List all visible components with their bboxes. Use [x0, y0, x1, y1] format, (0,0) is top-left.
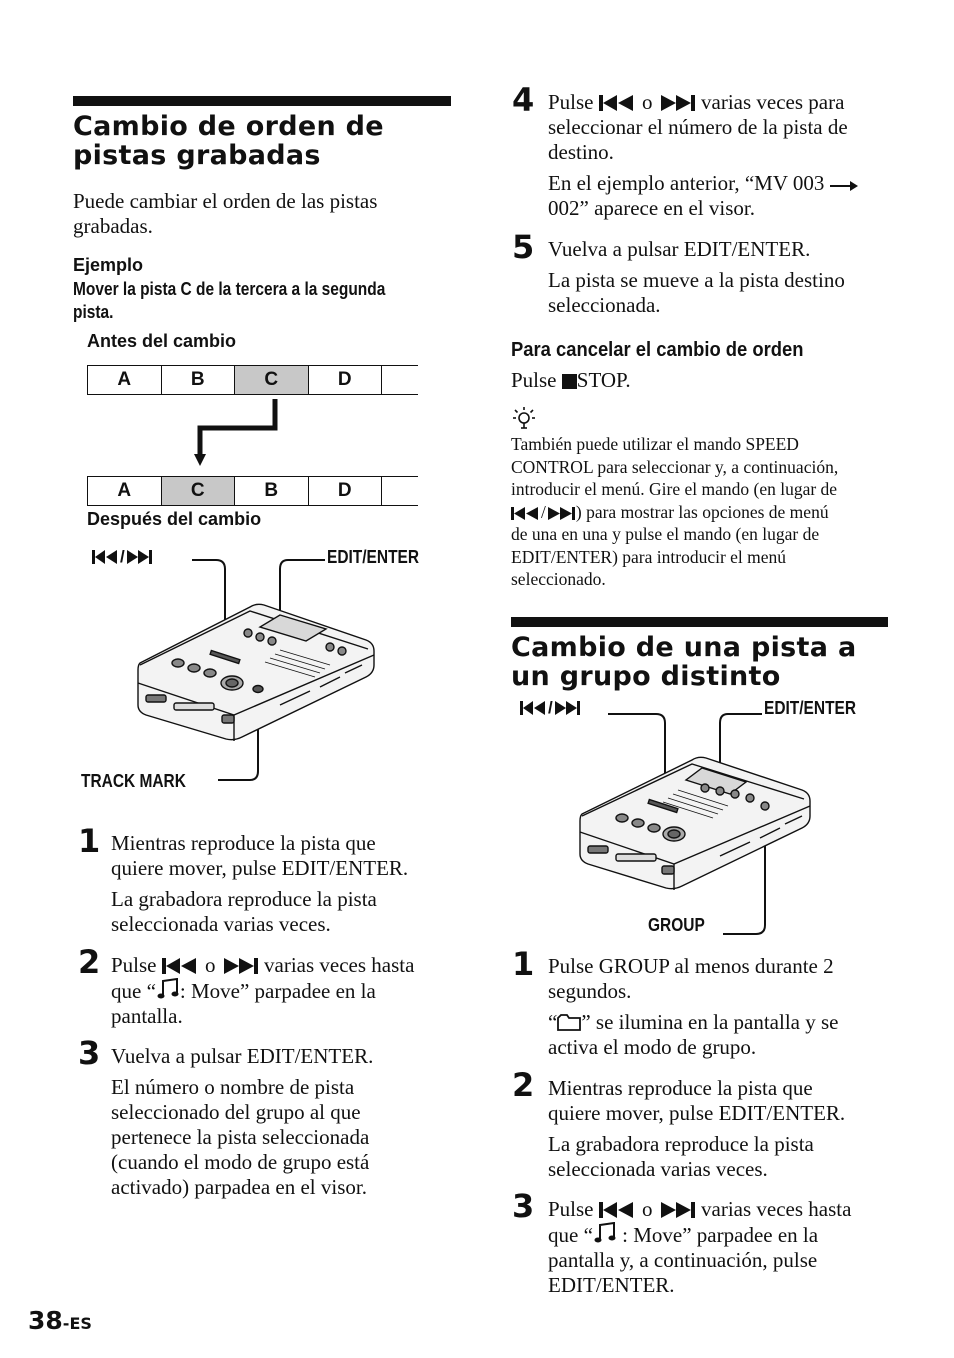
- step-3-text: Vuelva a pulsar EDIT/ENTER. El número o nombre de pista seleccionado del grupo al que pertenece la pista seleccionada (cuando el modo de grupo está activado) parpadea en el visor.: [111, 1044, 374, 1199]
- callout-skip-right: /: [520, 698, 581, 718]
- after-cell-empty: [381, 477, 418, 505]
- group-step-3-number: 3: [512, 1187, 535, 1225]
- move-arrow: [180, 396, 290, 471]
- section-rule-left: [73, 96, 451, 106]
- group-step-1-text: Pulse GROUP al menos durante 2 segundos. “ ” se ilumina en la pantalla y se activa el modo de grupo.: [548, 954, 839, 1059]
- tip-text: También puede utilizar el mando SPEED CONTROL para seleccionar y, a continuación, introducir el menú. Gire el mando (en lugar de / ) para mostrar las opciones de menú de una en una y pulse el mando (en lugar de EDIT/ENTER) para introducir el menú seleccionado.: [511, 434, 839, 589]
- prev-track-icon: [520, 701, 548, 715]
- example-description: Mover la pista C de la tercera a la segunda pista.: [73, 279, 386, 322]
- right-arrow-icon: [830, 180, 858, 192]
- prev-track-icon: [511, 507, 541, 520]
- after-cell-d: D: [308, 477, 382, 505]
- after-cell-b: B: [234, 477, 308, 505]
- next-track-icon: [658, 1202, 696, 1218]
- before-cell-b: B: [161, 366, 235, 394]
- next-track-icon: [546, 507, 576, 520]
- callout-skip-left: /: [92, 547, 153, 567]
- before-cell-c: C: [234, 366, 308, 394]
- after-track-row: [87, 476, 418, 506]
- before-cell-empty: [381, 366, 418, 394]
- md-recorder-illustration-1: [130, 555, 390, 785]
- music-note-icon: [593, 1222, 617, 1244]
- step-4-number: 4: [512, 81, 535, 119]
- group-step-2-number: 2: [512, 1066, 535, 1104]
- section-title-reorder: Cambio de orden de pistas grabadas: [73, 111, 384, 171]
- prev-track-icon: [599, 95, 637, 111]
- before-cell-d: D: [308, 366, 382, 394]
- lightbulb-hint-icon: [512, 406, 536, 430]
- prev-track-icon: [599, 1202, 637, 1218]
- prev-track-icon: [92, 550, 120, 564]
- before-cell-a: A: [87, 366, 161, 394]
- step-2-number: 2: [78, 943, 101, 981]
- page-number: 38-ES: [28, 1306, 92, 1335]
- step-1-text: Mientras reproduce la pista que quiere mover, pulse EDIT/ENTER. La grabadora reproduce la pista seleccionada varias veces.: [111, 831, 409, 936]
- step-4-text: Pulse o varias veces para seleccionar el número de la pista de destino. En el ejemplo anterior, “MV 003 002” aparece en el visor.: [548, 90, 858, 221]
- section-title-group-move: Cambio de una pista a un grupo distinto: [511, 632, 857, 692]
- callout-track-mark: TRACK MARK: [81, 771, 186, 791]
- callout-edit-enter-right: EDIT/ENTER: [764, 698, 857, 718]
- group-step-1-number: 1: [512, 945, 535, 983]
- step-3-number: 3: [78, 1034, 101, 1072]
- step-5-text: Vuelva a pulsar EDIT/ENTER. La pista se mueve a la pista destino seleccionada.: [548, 237, 845, 317]
- after-cell-c: C: [161, 477, 235, 505]
- next-track-icon: [658, 95, 696, 111]
- before-track-row: [87, 365, 418, 395]
- step-5-number: 5: [512, 228, 535, 266]
- group-step-2-text: Mientras reproduce la pista que quiere mover, pulse EDIT/ENTER. La grabadora reproduce la pista seleccionada varias veces.: [548, 1076, 846, 1181]
- before-label: Antes del cambio: [87, 331, 237, 351]
- folder-icon: [557, 1013, 581, 1031]
- cancel-heading: Para cancelar el cambio de orden: [511, 339, 804, 361]
- example-label: Ejemplo: [73, 255, 144, 275]
- music-note-icon: [156, 978, 180, 1000]
- callout-edit-enter-left: EDIT/ENTER: [327, 547, 420, 567]
- md-recorder-illustration-2: [570, 706, 820, 936]
- step-1-number: 1: [78, 822, 101, 860]
- section-rule-right: [511, 617, 888, 627]
- after-label: Después del cambio: [87, 509, 262, 529]
- stop-icon: [562, 374, 577, 389]
- cancel-text: Pulse STOP.: [511, 368, 631, 392]
- after-cell-a: A: [87, 477, 161, 505]
- step-2-text: Pulse o varias veces hasta que “ : Move” parpadee en la pantalla.: [111, 953, 415, 1028]
- prev-track-icon: [162, 958, 200, 974]
- callout-group: GROUP: [648, 915, 705, 935]
- group-step-3-text: Pulse o varias veces hasta que “ : Move” parpadee en la pantalla y, a continuación, pulse EDIT/ENTER.: [548, 1197, 852, 1297]
- next-track-icon: [221, 958, 259, 974]
- intro-text: Puede cambiar el orden de las pistas grabadas.: [73, 189, 378, 238]
